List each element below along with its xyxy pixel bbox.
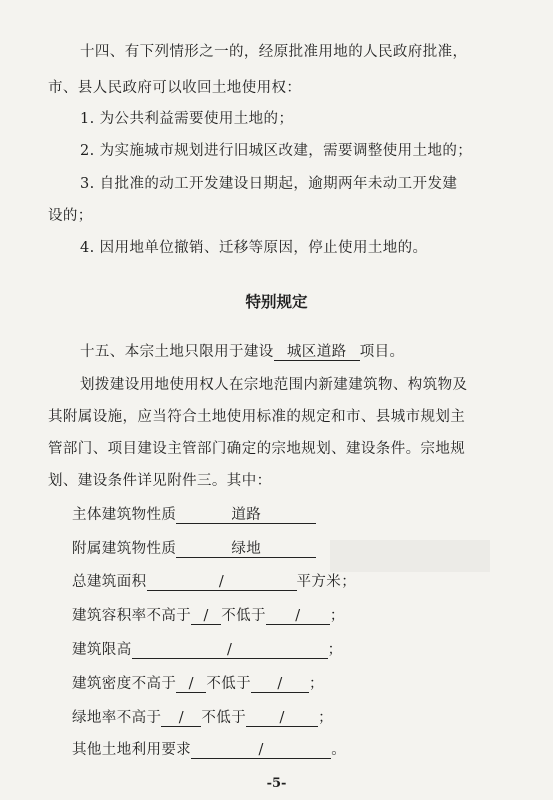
field-max-value: / <box>191 608 221 625</box>
field-mid-label: 不低于 <box>201 710 247 726</box>
section-heading: 特别规定 <box>245 293 308 311</box>
field-period: 。 <box>331 742 347 758</box>
field-label: 其他土地利用要求 <box>72 742 192 758</box>
article-14-item3-line2: 设的； <box>48 208 93 224</box>
field-label: 建筑容积率不高于 <box>72 608 192 624</box>
field-density <box>72 672 324 693</box>
field-label: 建筑限高 <box>72 642 132 658</box>
field-semicolon: ； <box>309 676 324 692</box>
field-label: 附属建筑物性质 <box>72 541 177 557</box>
paragraph-line3: 管部门、项目建设主管部门确定的宗地规划、建设条件。宗地规 <box>48 441 466 457</box>
field-mid-label: 不低于 <box>206 676 252 692</box>
field-label: 总建筑面积 <box>72 574 147 590</box>
field-label: 绿地率不高于 <box>72 710 162 726</box>
article-14-line1: 十四、有下列情形之一的，经原批准用地的人民政府批准， <box>80 44 468 60</box>
field-height-limit <box>72 638 343 659</box>
field-label: 主体建筑物性质 <box>72 507 177 523</box>
field-max-value: / <box>161 710 201 727</box>
field-far <box>72 604 345 625</box>
field-max-value: / <box>176 676 206 693</box>
field-other-requirements <box>72 738 346 759</box>
field-mid-label: 不低于 <box>221 608 266 624</box>
article-15-suffix: 项目。 <box>359 344 405 360</box>
field-aux-building <box>72 537 316 558</box>
article-14-item1: 1. 为公共利益需要使用土地的； <box>80 111 294 127</box>
field-unit: 平方米； <box>296 574 357 590</box>
field-value: / <box>132 642 328 659</box>
project-type-value: 城区道路 <box>274 344 360 361</box>
field-value: / <box>191 742 331 759</box>
page-number: -5- <box>266 776 287 791</box>
field-total-area <box>72 570 356 591</box>
article-14-item2: 2. 为实施城市规划进行旧城区改建，需要调整使用土地的； <box>80 143 473 159</box>
field-min-value: / <box>246 710 318 727</box>
field-green-ratio <box>72 706 333 727</box>
field-min-value: / <box>266 608 330 625</box>
field-label: 建筑密度不高于 <box>72 676 177 692</box>
article-14-item3-line1: 3. 自批准的动工开发建设日期起，逾期两年未动工开发建 <box>80 176 458 192</box>
article-15-prefix: 十五、本宗土地只限用于建设 <box>80 344 274 360</box>
field-main-building <box>72 503 316 524</box>
scan-shadow <box>330 540 490 572</box>
field-semicolon: ； <box>318 710 334 726</box>
field-semicolon: ； <box>327 642 343 658</box>
field-value: 道路 <box>176 507 316 524</box>
paragraph-line2: 其附属设施，应当符合土地使用标准的规定和市、县城市规划主 <box>48 409 466 425</box>
article-15 <box>80 340 404 361</box>
article-14-line2: 市、县人民政府可以收回土地使用权： <box>48 80 302 96</box>
field-min-value: / <box>251 676 309 693</box>
paragraph-line1: 划拨建设用地使用权人在宗地范围内新建建筑物、构筑物及 <box>80 377 468 393</box>
field-semicolon: ； <box>329 608 345 624</box>
field-value: 绿地 <box>176 541 316 558</box>
paragraph-line4: 划、建设条件详见附件三。其中： <box>48 473 272 489</box>
article-14-item4: 4. 因用地单位撤销、迁移等原因，停止使用土地的。 <box>80 240 428 256</box>
field-value: / <box>147 574 297 591</box>
